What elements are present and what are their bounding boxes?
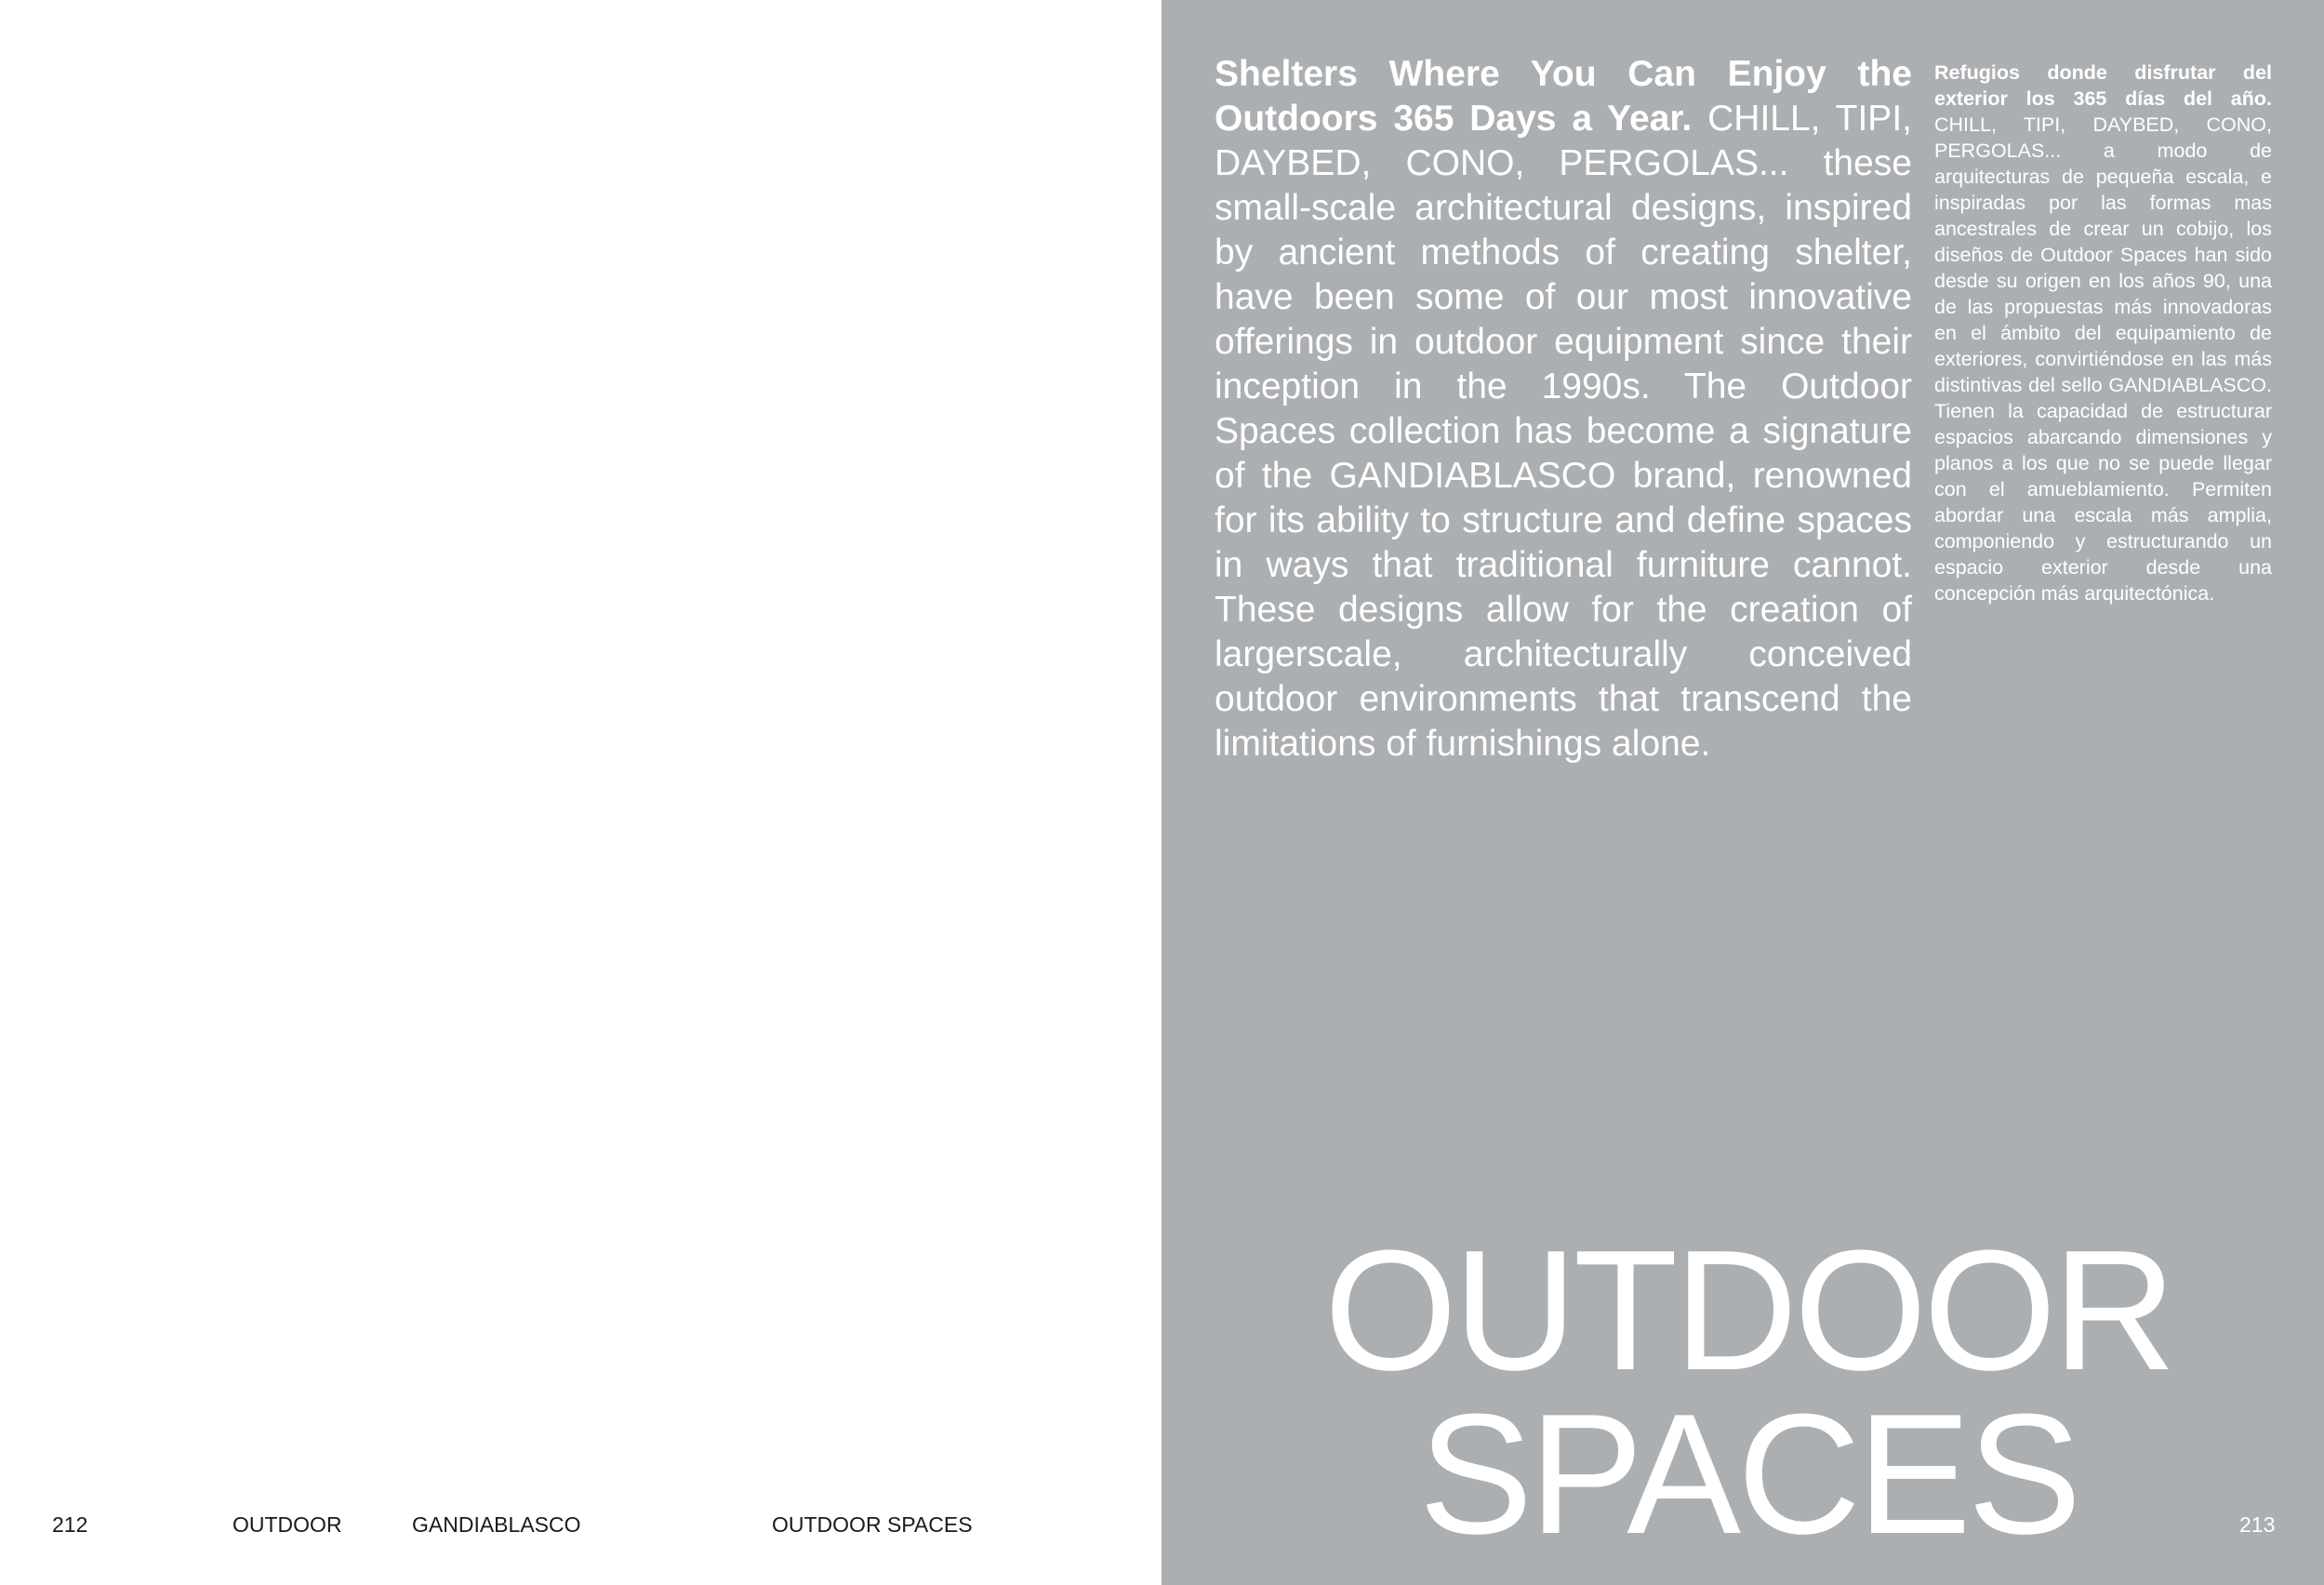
page-number-left: 212 xyxy=(52,1512,88,1537)
section-title-line-2: SPACES xyxy=(1418,1378,2078,1569)
intro-spanish xyxy=(1934,60,2272,606)
footer-collection: OUTDOOR SPACES xyxy=(772,1512,973,1537)
page-number-right: 213 xyxy=(2239,1512,2276,1537)
intro-english xyxy=(1215,52,1912,766)
section-title xyxy=(1283,1214,2213,1569)
intro-spanish-heading: Refugios donde disfrutar del exterior los 365 días del año. xyxy=(1934,61,2272,110)
intro-spanish-body: CHILL, TIPI, DAYBED, CONO, PERGOLAS... a modo de arquitecturas de pequeña escala, e inspiradas por las formas mas ancestrales de crear un cobijo, los diseños de Outdoor Spaces han sido desde su origen en los años 90, una de las propuestas más innovadoras en el ámbito del equipamiento de exteriores, convirtiéndose en las más distintivas del sello GANDIABLASCO. Tienen la capacidad de estructurar espacios abarcando dimensiones y planos a los que no se puede llegar con el amueblamiento. Permiten abordar una escala más amplia, componiendo y estructurando un espacio exterior desde una concepción más arquitectónica. xyxy=(1934,113,2272,605)
footer-brand: GANDIABLASCO xyxy=(412,1512,581,1537)
intro-english-heading: Shelters Where You Can Enjoy the Outdoors 365 Days a Year. xyxy=(1215,54,1912,139)
intro-english-body: CHILL, TIPI, DAYBED, CONO, PERGOLAS... these small-scale architectural designs, inspired by ancient methods of creating shelter, have been some of our most innovative offerings in outdoor equipment since their inception in the 1990s. The Outdoor Spaces collection has become a signature of the GANDIABLASCO brand, renowned for its ability to structure and define spaces in ways that traditional furniture cannot. These designs allow for the creation of largerscale, architecturally conceived outdoor environments that transcend the limitations of furnishings alone. xyxy=(1215,99,1912,764)
footer-section: OUTDOOR xyxy=(232,1512,342,1537)
section-title-line-1: OUTDOOR xyxy=(1323,1214,2173,1405)
